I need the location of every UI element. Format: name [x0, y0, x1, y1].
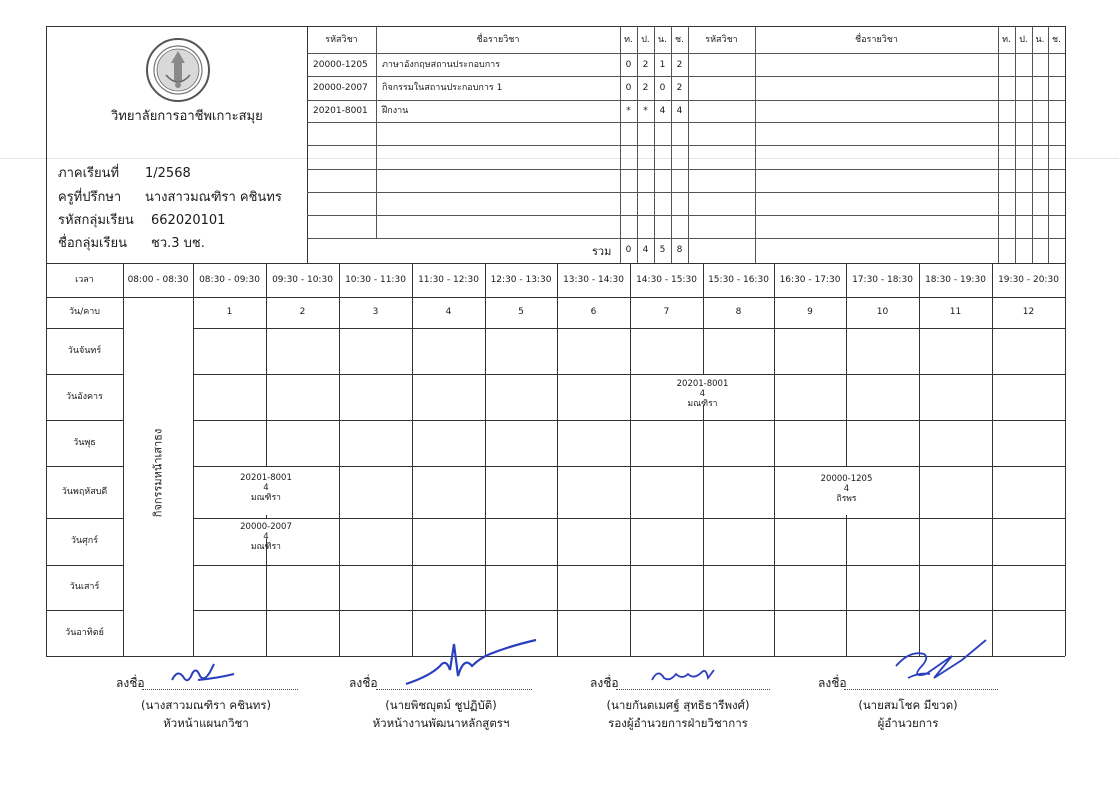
course-c: 4: [676, 106, 683, 116]
signer-name: (นายสมโชค มีขวด): [858, 698, 958, 712]
advisor-label: ครูที่ปรึกษา: [58, 190, 122, 205]
class-entry: [193, 473, 339, 503]
course-n: 4: [659, 106, 666, 116]
total-p: 4: [642, 245, 649, 255]
period-number: 3: [372, 307, 379, 317]
class-code: 20201-8001: [676, 379, 729, 389]
time-slot: 08:30 - 09:30: [199, 275, 260, 285]
class-credits: 4: [263, 483, 269, 493]
signer-position: ผู้อำนวยการ: [877, 716, 939, 730]
day-label: วันพุธ: [73, 438, 96, 448]
time-label: เวลา: [75, 275, 94, 285]
day-label: วันอาทิตย์: [65, 628, 104, 638]
period-number: 4: [445, 307, 452, 317]
col-header-name: ชื่อรายวิชา: [855, 35, 898, 45]
col-header-n: น.: [657, 35, 667, 45]
day-period-label: วัน/คาบ: [68, 307, 101, 317]
handwritten-signature: [400, 636, 540, 694]
class-teacher: มณฑิรา: [251, 493, 281, 503]
signer-name: (นายกันตเมศฐ์ สุทธิธารีพงศ์): [606, 698, 750, 712]
college-name: วิทยาลัยการอาชีพเกาะสมุย: [111, 109, 263, 124]
time-slot: 14:30 - 15:30: [636, 275, 697, 285]
total-t: 0: [625, 245, 632, 255]
time-slot: 12:30 - 13:30: [490, 275, 552, 285]
handwritten-signature: [648, 664, 720, 686]
period-number: 6: [590, 307, 597, 317]
period-number: 1: [226, 307, 233, 317]
group-code-value: 662020101: [151, 213, 226, 228]
col-header-c: ช.: [675, 35, 684, 45]
col-header-code: รหัสวิชา: [705, 35, 738, 45]
day-label: วันศุกร์: [70, 536, 99, 546]
class-code: 20000-1205: [820, 474, 873, 484]
class-teacher: มณฑิรา: [687, 399, 718, 409]
total-label: รวม: [592, 245, 612, 258]
class-code: 20000-2007: [240, 522, 292, 532]
course-t: 0: [625, 60, 632, 70]
period-number: 5: [518, 307, 524, 317]
advisor-value: นางสาวมณฑิรา คชินทร: [145, 190, 282, 205]
signer-position: หัวหน้างานพัฒนาหลักสูตรฯ: [372, 716, 510, 730]
sign-label: ลงชื่อ: [116, 676, 145, 690]
time-slot: 19:30 - 20:30: [998, 275, 1059, 285]
period-number: 7: [663, 307, 670, 317]
signer-position: รองผู้อำนวยการฝ่ายวิชาการ: [608, 716, 748, 730]
class-entry: [774, 474, 919, 504]
col-header-code: รหัสวิชา: [325, 35, 358, 45]
course-code: 20000-1205: [313, 60, 368, 70]
sign-label: ลงชื่อ: [590, 676, 619, 690]
course-name: ฝึกงาน: [382, 106, 409, 116]
group-name-label: ชื่อกลุ่มเรียน: [58, 236, 127, 251]
class-credits: 4: [263, 532, 269, 542]
course-code: 20000-2007: [313, 83, 368, 93]
group-name-value: ชว.3 บช.: [151, 236, 205, 251]
course-c: 2: [676, 83, 683, 93]
signer-name: (นางสาวมณฑิรา คชินทร): [140, 698, 272, 712]
day-label: วันพฤหัสบดี: [61, 487, 108, 497]
time-slot: 11:30 - 12:30: [418, 275, 479, 285]
class-entry: [630, 379, 775, 409]
time-slot: 09:30 - 10:30: [272, 275, 333, 285]
morning-assembly-label: กิจกรรมหน้าเสาธง: [151, 428, 165, 518]
day-label: วันจันทร์: [67, 346, 102, 356]
course-name: กิจกรรมในสถานประกอบการ 1: [382, 83, 503, 93]
sign-label: ลงชื่อ: [349, 676, 378, 690]
course-p: 2: [642, 83, 649, 93]
period-number: 10: [876, 307, 889, 317]
class-teacher: มณฑิรา: [251, 542, 281, 552]
total-c: 8: [676, 245, 683, 255]
period-number: 12: [1022, 307, 1035, 317]
course-c: 2: [676, 60, 683, 70]
course-p: 2: [642, 60, 649, 70]
signer-name: (นายพิชญุตม์ ชูปฏิบัติ): [385, 698, 497, 712]
col-header-c: ช.: [1052, 35, 1061, 45]
col-header-n: น.: [1035, 35, 1045, 45]
handwritten-signature: [890, 638, 990, 688]
semester-value: 1/2568: [145, 166, 191, 181]
time-slot: 08:00 - 08:30: [127, 275, 189, 285]
day-label: วันเสาร์: [69, 582, 100, 592]
sign-label: ลงชื่อ: [818, 676, 847, 690]
handwritten-signature: [168, 660, 238, 688]
col-header-p: ป.: [1019, 35, 1028, 45]
group-code-label: รหัสกลุ่มเรียน: [58, 213, 134, 228]
period-number: 11: [949, 307, 962, 317]
day-label: วันอังคาร: [66, 392, 103, 402]
period-number: 9: [807, 307, 813, 317]
college-seal-logo: [145, 37, 211, 103]
time-slot: 18:30 - 19:30: [925, 275, 986, 285]
course-code: 20201-8001: [313, 106, 368, 116]
col-header-t: ท.: [624, 35, 633, 45]
time-slot: 17:30 - 18:30: [852, 275, 913, 285]
time-slot: 15:30 - 16:30: [708, 275, 769, 285]
class-code: 20201-8001: [240, 473, 292, 483]
time-slot: 13:30 - 14:30: [563, 275, 624, 285]
col-header-name: ชื่อรายวิชา: [476, 35, 520, 45]
col-header-t: ท.: [1002, 35, 1011, 45]
total-n: 5: [659, 245, 666, 255]
signer-position: หัวหน้าแผนกวิชา: [163, 716, 249, 730]
course-t: *: [626, 106, 631, 116]
course-n: 1: [659, 60, 666, 70]
class-credits: 4: [699, 389, 706, 399]
time-slot: 10:30 - 11:30: [345, 275, 406, 285]
time-slot: 16:30 - 17:30: [779, 275, 841, 285]
col-header-p: ป.: [641, 35, 650, 45]
course-p: *: [643, 106, 648, 116]
course-name: ภาษาอังกฤษสถานประกอบการ: [382, 60, 501, 70]
class-credits: 4: [843, 484, 850, 494]
course-n: 0: [659, 83, 666, 93]
semester-label: ภาคเรียนที่: [58, 166, 120, 181]
class-entry: [193, 522, 339, 552]
period-number: 2: [299, 307, 306, 317]
course-t: 0: [625, 83, 632, 93]
period-number: 8: [735, 307, 742, 317]
class-teacher: ถิรพร: [836, 494, 857, 504]
